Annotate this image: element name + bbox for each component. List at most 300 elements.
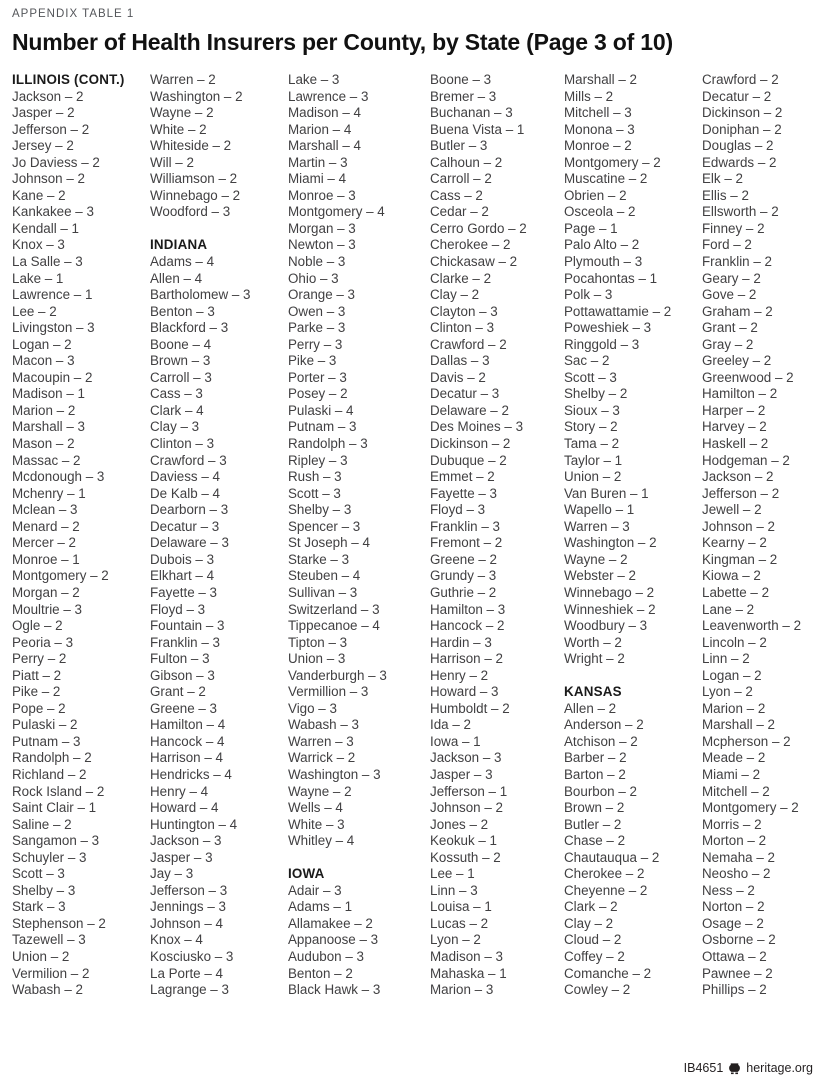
county-entry: Piatt – 2	[12, 667, 62, 683]
county-entry: St Joseph – 4	[288, 535, 370, 551]
county-entry: Clayton – 3	[430, 303, 498, 319]
county-entry: Wabash – 3	[288, 717, 359, 733]
county-entry: Johnson – 2	[702, 518, 775, 534]
footer-publication-code: IB4651	[683, 1061, 724, 1075]
county-entry: Benton – 2	[288, 965, 353, 981]
county-entry: Benton – 3	[150, 303, 215, 319]
county-entry: Sioux – 3	[564, 402, 620, 418]
county-entry: Peoria – 3	[12, 634, 74, 650]
county-entry: Mason – 2	[12, 436, 75, 452]
county-entry: Page – 1	[564, 220, 618, 236]
county-entry: Logan – 2	[702, 667, 762, 683]
county-entry: Mills – 2	[564, 88, 614, 104]
county-entry: Starke – 3	[288, 551, 350, 567]
county-entry: Jennings – 3	[150, 899, 226, 915]
county-entry: Clinton – 3	[430, 320, 495, 336]
county-entry: Washington – 2	[150, 88, 243, 104]
county-entry: Dallas – 3	[430, 353, 490, 369]
county-entry: Butler – 3	[430, 138, 488, 154]
county-entry: Whiteside – 2	[150, 138, 232, 154]
county-entry: Orange – 3	[288, 287, 355, 303]
county-entry: Ringgold – 3	[564, 336, 640, 352]
county-entry: Parke – 3	[288, 320, 346, 336]
county-entry: Montgomery – 4	[288, 204, 385, 220]
county-entry: Sullivan – 3	[288, 584, 358, 600]
county-entry: Cerro Gordo – 2	[430, 220, 527, 236]
county-entry: Chase – 2	[564, 833, 626, 849]
county-entry: Williamson – 2	[150, 171, 238, 187]
county-entry: Osage – 2	[702, 915, 764, 931]
county-entry: Lucas – 2	[430, 915, 489, 931]
county-entry: Cherokee – 2	[430, 237, 511, 253]
county-entry: Kankakee – 3	[12, 204, 94, 220]
county-entry: Fremont – 2	[430, 535, 503, 551]
county-entry: Harper – 2	[702, 402, 766, 418]
county-entry: Crawford – 2	[430, 336, 507, 352]
county-entry: Kearny – 2	[702, 535, 767, 551]
county-entry: Adams – 1	[288, 899, 353, 915]
county-entry: Jasper – 3	[150, 849, 213, 865]
county-entry: Jackson – 3	[430, 750, 502, 766]
county-entry: Marshall – 4	[288, 138, 361, 154]
county-entry: Palo Alto – 2	[564, 237, 640, 253]
county-entry: Worth – 2	[564, 634, 622, 650]
county-entry: Hamilton – 2	[702, 386, 778, 402]
county-entry: Clinton – 3	[150, 436, 215, 452]
county-entry: Cheyenne – 2	[564, 882, 648, 898]
county-entry: Pulaski – 4	[288, 402, 354, 418]
county-entry: Marshall – 2	[564, 72, 637, 87]
county-entry: Delaware – 2	[430, 402, 509, 418]
county-entry: Jefferson – 3	[150, 882, 228, 898]
county-entry: Kingman – 2	[702, 551, 778, 567]
county-entry: Ottawa – 2	[702, 948, 767, 964]
county-entry: Mcpherson – 2	[702, 733, 791, 749]
county-entry: Lyon – 2	[702, 684, 753, 700]
county-entry: Keokuk – 1	[430, 833, 497, 849]
county-entry: Lee – 2	[12, 303, 57, 319]
county-entry: Woodford – 3	[150, 204, 231, 220]
county-entry: Wright – 2	[564, 651, 625, 667]
county-entry: Winnebago – 2	[150, 187, 241, 203]
county-entry: Ogle – 2	[12, 618, 63, 634]
county-entry: Newton – 3	[288, 237, 356, 253]
county-entry: Madison – 1	[12, 386, 85, 402]
county-entry: Mitchell – 3	[564, 105, 632, 121]
county-entry: Owen – 3	[288, 303, 346, 319]
county-entry: Edwards – 2	[702, 154, 777, 170]
county-entry: Wabash – 2	[12, 982, 83, 998]
county-entry: Vigo – 3	[288, 700, 337, 716]
county-entry: Neosho – 2	[702, 866, 771, 882]
county-entry: Audubon – 3	[288, 948, 364, 964]
county-entry: Lyon – 2	[430, 932, 481, 948]
county-entry: Elk – 2	[702, 171, 743, 187]
county-entry: Blackford – 3	[150, 320, 229, 336]
county-entry: Pike – 3	[288, 353, 337, 369]
county-entry: Warren – 3	[288, 733, 354, 749]
county-entry: Greeley – 2	[702, 353, 772, 369]
county-entry: Appanoose – 3	[288, 932, 379, 948]
county-entry: Jefferson – 1	[430, 783, 508, 799]
county-entry: Coffey – 2	[564, 948, 625, 964]
county-entry: Moultrie – 3	[12, 601, 82, 617]
county-entry: Jasper – 2	[12, 105, 75, 121]
county-entry: Lane – 2	[702, 601, 755, 617]
county-entry: Lawrence – 3	[288, 88, 369, 104]
county-entry: Elkhart – 4	[150, 568, 215, 584]
county-entry: Buena Vista – 1	[430, 121, 525, 137]
county-entry: Butler – 2	[564, 816, 622, 832]
county-entry: Putnam – 3	[288, 419, 357, 435]
column-3	[288, 72, 430, 999]
county-entry: Huntington – 4	[150, 816, 238, 832]
county-entry: Marion – 3	[430, 982, 494, 998]
county-entry: Lee – 1	[430, 866, 475, 882]
county-entry: Ness – 2	[702, 882, 755, 898]
county-entry: Grant – 2	[150, 684, 206, 700]
county-entry: Kane – 2	[12, 187, 66, 203]
county-entry: Jersey – 2	[12, 138, 74, 154]
county-entry: Warren – 2	[150, 72, 216, 87]
county-entry: Lagrange – 3	[150, 982, 229, 998]
county-entry: Montgomery – 2	[12, 568, 109, 584]
county-entry: Ida – 2	[430, 717, 471, 733]
county-entry: Gibson – 3	[150, 667, 215, 683]
county-entry: Poweshiek – 3	[564, 320, 652, 336]
county-entry: Vanderburgh – 3	[288, 667, 387, 683]
county-entry: Montgomery – 2	[564, 154, 661, 170]
county-entry: La Porte – 4	[150, 965, 223, 981]
county-entry: Richland – 2	[12, 766, 87, 782]
county-entry: Marion – 2	[702, 700, 766, 716]
county-entry: Fountain – 3	[150, 618, 225, 634]
county-entry: Johnson – 4	[150, 915, 223, 931]
county-entry: Des Moines – 3	[430, 419, 524, 435]
county-entry: Davis – 2	[430, 369, 486, 385]
county-entry: Crawford – 3	[150, 452, 227, 468]
county-entry: Webster – 2	[564, 568, 636, 584]
county-entry: Carroll – 3	[150, 369, 212, 385]
county-entry: Story – 2	[564, 419, 618, 435]
county-entry: Decatur – 3	[150, 518, 220, 534]
county-entry: Union – 3	[288, 651, 346, 667]
county-entry: Pocahontas – 1	[564, 270, 658, 286]
county-entry: Ripley – 3	[288, 452, 348, 468]
county-entry: Jackson – 3	[150, 833, 222, 849]
county-entry: Wells – 4	[288, 800, 343, 816]
county-entry: Iowa – 1	[430, 733, 481, 749]
county-entry: Comanche – 2	[564, 965, 652, 981]
county-entry: Meade – 2	[702, 750, 766, 766]
county-entry: Grant – 2	[702, 320, 758, 336]
county-entry: Mitchell – 2	[702, 783, 770, 799]
county-columns	[12, 72, 815, 999]
county-entry: Jefferson – 2	[12, 121, 90, 137]
county-entry: Pottawattamie – 2	[564, 303, 672, 319]
county-entry: Anderson – 2	[564, 717, 644, 733]
county-entry: Scott – 3	[564, 369, 617, 385]
county-entry: Labette – 2	[702, 584, 770, 600]
county-entry: Crawford – 2	[702, 72, 779, 87]
county-entry: Douglas – 2	[702, 138, 774, 154]
county-entry: Chautauqua – 2	[564, 849, 660, 865]
county-entry: Howard – 4	[150, 800, 219, 816]
county-entry: Calhoun – 2	[430, 154, 503, 170]
county-entry: Cass – 3	[150, 386, 203, 402]
state-header: ILLINOIS (CONT.)	[12, 72, 125, 87]
county-entry: Schuyler – 3	[12, 849, 87, 865]
county-entry: Macon – 3	[12, 353, 75, 369]
county-entry: Perry – 3	[288, 336, 343, 352]
county-entry: Will – 2	[150, 154, 194, 170]
county-entry: Atchison – 2	[564, 733, 638, 749]
county-entry: Harvey – 2	[702, 419, 767, 435]
county-entry: Clay – 2	[564, 915, 614, 931]
county-entry: Saline – 2	[12, 816, 72, 832]
county-entry: Phillips – 2	[702, 982, 767, 998]
county-entry: Bremer – 3	[430, 88, 497, 104]
county-entry: Lincoln – 2	[702, 634, 767, 650]
county-entry: De Kalb – 4	[150, 485, 220, 501]
county-entry: Miami – 2	[702, 766, 761, 782]
county-entry: Jefferson – 2	[702, 485, 780, 501]
county-entry: Knox – 3	[12, 237, 65, 253]
county-entry: Haskell – 2	[702, 436, 769, 452]
county-entry: Wayne – 2	[150, 105, 214, 121]
county-entry: Doniphan – 2	[702, 121, 782, 137]
county-entry: Massac – 2	[12, 452, 81, 468]
county-entry: Sac – 2	[564, 353, 610, 369]
county-entry: Geary – 2	[702, 270, 761, 286]
county-entry: Henry – 4	[150, 783, 209, 799]
county-entry: Steuben – 4	[288, 568, 361, 584]
county-entry: Buchanan – 3	[430, 105, 513, 121]
county-entry: Kossuth – 2	[430, 849, 501, 865]
county-entry: Pike – 2	[12, 684, 61, 700]
county-entry: Kosciusko – 3	[150, 948, 234, 964]
county-entry: Pulaski – 2	[12, 717, 78, 733]
county-entry: Boone – 4	[150, 336, 212, 352]
column-4	[430, 72, 564, 999]
county-entry: Posey – 2	[288, 386, 348, 402]
county-entry: Tama – 2	[564, 436, 620, 452]
county-entry: Linn – 3	[430, 882, 478, 898]
county-entry: Stephenson – 2	[12, 915, 106, 931]
county-entry: Grundy – 3	[430, 568, 497, 584]
footer	[684, 1061, 813, 1075]
county-entry: White – 3	[288, 816, 345, 832]
county-entry: Jewell – 2	[702, 502, 762, 518]
county-entry: Hancock – 4	[150, 733, 225, 749]
county-entry: Fulton – 3	[150, 651, 210, 667]
county-entry: Daviess – 4	[150, 469, 220, 485]
county-entry: Vermillion – 3	[288, 684, 369, 700]
county-entry: Mahaska – 1	[430, 965, 507, 981]
county-entry: Brown – 3	[150, 353, 211, 369]
county-entry: Cass – 2	[430, 187, 483, 203]
county-entry: Harrison – 2	[430, 651, 503, 667]
county-entry: Fayette – 3	[150, 584, 217, 600]
county-entry: Livingston – 3	[12, 320, 95, 336]
county-entry: Morton – 2	[702, 833, 767, 849]
county-entry: Morgan – 3	[288, 220, 356, 236]
column-6	[702, 72, 815, 999]
county-entry: Henry – 2	[430, 667, 489, 683]
county-entry: Cowley – 2	[564, 982, 631, 998]
county-entry: Gray – 2	[702, 336, 754, 352]
county-entry: Carroll – 2	[430, 171, 492, 187]
county-entry: Delaware – 3	[150, 535, 229, 551]
county-entry: La Salle – 3	[12, 254, 83, 270]
county-entry: Jackson – 2	[12, 88, 84, 104]
county-entry: Hamilton – 3	[430, 601, 506, 617]
county-entry: Johnson – 2	[12, 171, 85, 187]
county-entry: Marshall – 2	[702, 717, 775, 733]
county-entry: Macoupin – 2	[12, 369, 93, 385]
county-entry: Mclean – 3	[12, 502, 78, 518]
county-entry: Brown – 2	[564, 800, 625, 816]
county-entry: Tipton – 3	[288, 634, 348, 650]
county-entry: Harrison – 4	[150, 750, 223, 766]
county-entry: Winnebago – 2	[564, 584, 655, 600]
county-entry: Gove – 2	[702, 287, 757, 303]
county-entry: Shelby – 2	[564, 386, 628, 402]
county-entry: Plymouth – 3	[564, 254, 643, 270]
county-entry: Morris – 2	[702, 816, 762, 832]
county-entry: Dubois – 3	[150, 551, 215, 567]
county-entry: Fayette – 3	[430, 485, 497, 501]
county-entry: Kendall – 1	[12, 220, 80, 236]
state-header: IOWA	[288, 866, 325, 882]
county-entry: Jackson – 2	[702, 469, 774, 485]
table-eyebrow: APPENDIX TABLE 1	[12, 8, 135, 20]
county-entry: Monona – 3	[564, 121, 635, 137]
county-entry: Rock Island – 2	[12, 783, 105, 799]
county-entry: Mchenry – 1	[12, 485, 86, 501]
county-entry: Marshall – 3	[12, 419, 85, 435]
county-entry: Dearborn – 3	[150, 502, 229, 518]
county-entry: Spencer – 3	[288, 518, 361, 534]
county-entry: Jo Daviess – 2	[12, 154, 100, 170]
county-entry: Wayne – 2	[564, 551, 628, 567]
county-entry: Woodbury – 3	[564, 618, 648, 634]
county-entry: Polk – 3	[564, 287, 613, 303]
county-entry: Allen – 4	[150, 270, 203, 286]
county-entry: Randolph – 3	[288, 436, 368, 452]
county-entry: Guthrie – 2	[430, 584, 497, 600]
county-entry: Franklin – 3	[150, 634, 220, 650]
county-entry: Osceola – 2	[564, 204, 636, 220]
county-entry: Mcdonough – 3	[12, 469, 105, 485]
county-entry: Tazewell – 3	[12, 932, 86, 948]
county-entry: Porter – 3	[288, 369, 347, 385]
county-entry: Lawrence – 1	[12, 287, 93, 303]
county-entry: Dickinson – 2	[430, 436, 511, 452]
county-entry: Shelby – 3	[12, 882, 76, 898]
county-entry: Nemaha – 2	[702, 849, 775, 865]
column-1	[12, 72, 150, 999]
county-entry: Hendricks – 4	[150, 766, 232, 782]
county-entry: Kiowa – 2	[702, 568, 761, 584]
county-entry: Morgan – 2	[12, 584, 80, 600]
county-entry: Scott – 3	[288, 485, 341, 501]
county-entry: Ford – 2	[702, 237, 752, 253]
county-entry: Dickinson – 2	[702, 105, 783, 121]
county-entry: Hardin – 3	[430, 634, 492, 650]
county-entry: Putnam – 3	[12, 733, 81, 749]
county-entry: Bourbon – 2	[564, 783, 637, 799]
county-entry: Stark – 3	[12, 899, 66, 915]
county-entry: Perry – 2	[12, 651, 67, 667]
county-entry: Taylor – 1	[564, 452, 623, 468]
county-entry: Bartholomew – 3	[150, 287, 251, 303]
county-entry: Dubuque – 2	[430, 452, 507, 468]
county-entry: Winneshiek – 2	[564, 601, 656, 617]
county-entry: Jones – 2	[430, 816, 489, 832]
county-entry: Montgomery – 2	[702, 800, 799, 816]
county-entry: Mercer – 2	[12, 535, 76, 551]
county-entry: Scott – 3	[12, 866, 65, 882]
county-entry: Humboldt – 2	[430, 700, 510, 716]
heritage-bell-icon	[728, 1062, 741, 1075]
county-entry: Adair – 3	[288, 882, 342, 898]
county-entry: Clarke – 2	[430, 270, 492, 286]
state-header: KANSAS	[564, 684, 622, 700]
county-entry: Decatur – 2	[702, 88, 772, 104]
county-entry: Emmet – 2	[430, 469, 495, 485]
county-entry: Greene – 2	[430, 551, 497, 567]
county-entry: Norton – 2	[702, 899, 765, 915]
column-5	[564, 72, 702, 999]
county-entry: Pope – 2	[12, 700, 66, 716]
county-entry: Whitley – 4	[288, 833, 355, 849]
county-entry: Saint Clair – 1	[12, 800, 97, 816]
county-entry: Lake – 1	[12, 270, 64, 286]
county-entry: Washington – 3	[288, 766, 381, 782]
county-entry: Logan – 2	[12, 336, 72, 352]
county-entry: Hodgeman – 2	[702, 452, 790, 468]
county-entry: Howard – 3	[430, 684, 499, 700]
county-entry: Monroe – 2	[564, 138, 632, 154]
county-entry: Washington – 2	[564, 535, 657, 551]
county-entry: Muscatine – 2	[564, 171, 648, 187]
county-entry: Clay – 3	[150, 419, 200, 435]
county-entry: Leavenworth – 2	[702, 618, 802, 634]
county-entry: Johnson – 2	[430, 800, 503, 816]
county-entry: Cherokee – 2	[564, 866, 645, 882]
county-entry: Boone – 3	[430, 72, 492, 87]
county-entry: Obrien – 2	[564, 187, 627, 203]
county-entry: Allamakee – 2	[288, 915, 373, 931]
county-entry: Clark – 4	[150, 402, 204, 418]
county-entry: Decatur – 3	[430, 386, 500, 402]
county-entry: Monroe – 1	[12, 551, 80, 567]
county-entry: Jay – 3	[150, 866, 194, 882]
county-entry: Marion – 4	[288, 121, 352, 137]
county-entry: Marion – 2	[12, 402, 76, 418]
county-entry: Louisa – 1	[430, 899, 492, 915]
county-entry: Martin – 3	[288, 154, 348, 170]
county-entry: Rush – 3	[288, 469, 342, 485]
county-entry: Ellsworth – 2	[702, 204, 779, 220]
county-entry: Allen – 2	[564, 700, 617, 716]
county-entry: Vermilion – 2	[12, 965, 90, 981]
county-entry: Black Hawk – 3	[288, 982, 381, 998]
county-entry: Clark – 2	[564, 899, 618, 915]
county-entry: Shelby – 3	[288, 502, 352, 518]
county-entry: Ellis – 2	[702, 187, 749, 203]
